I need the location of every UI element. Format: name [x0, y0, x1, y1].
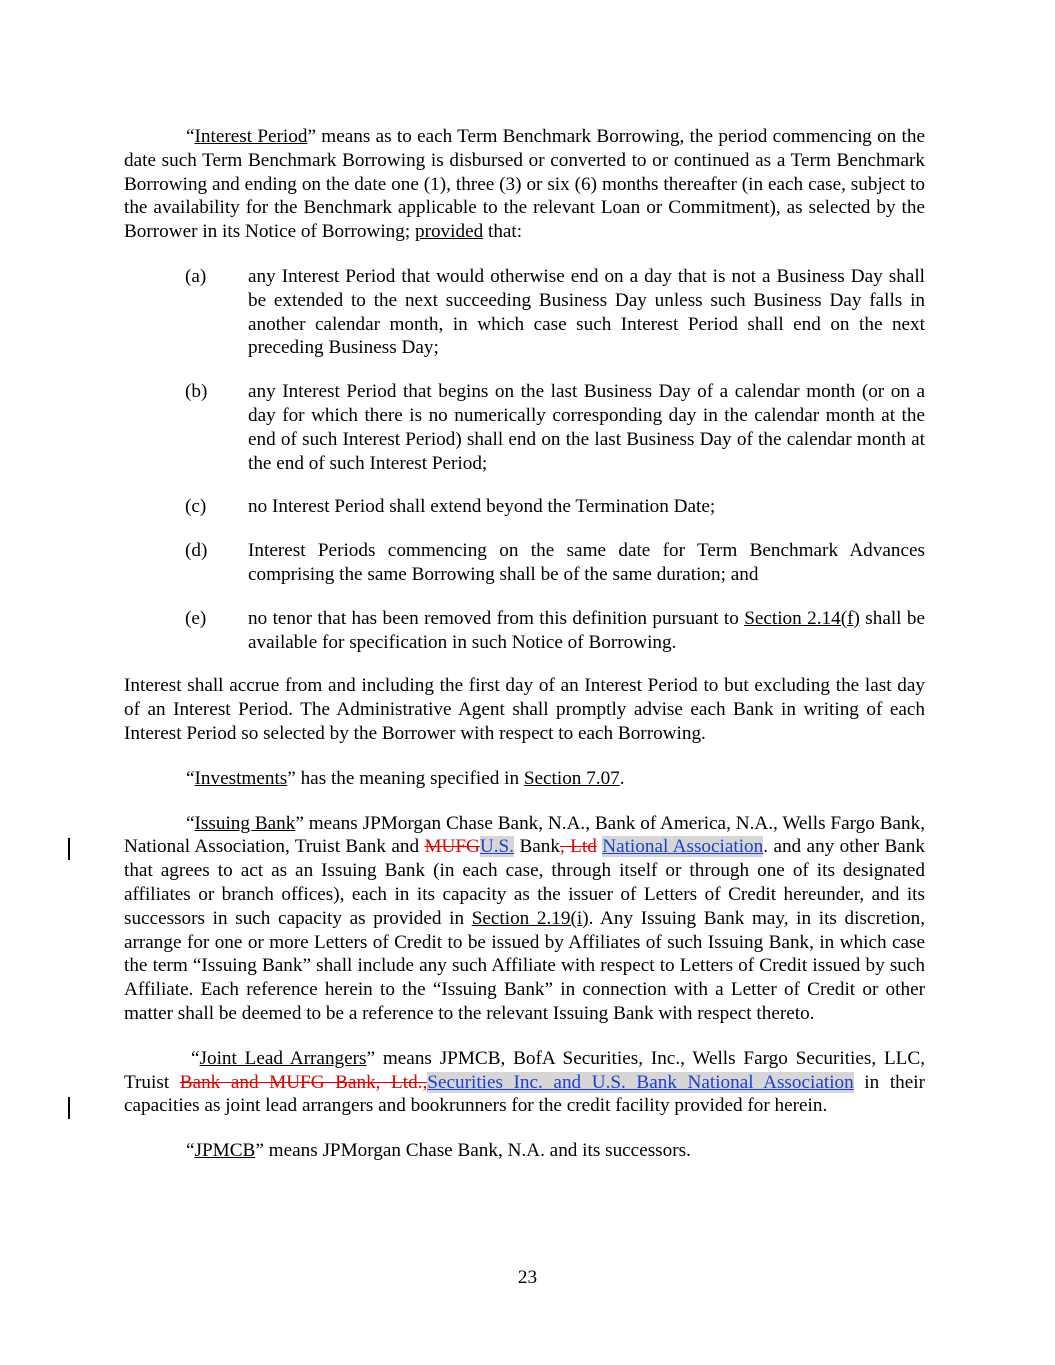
list-text: any Interest Period that would otherwise end on a day that is not a Business Day shall be extended to the next succeeding Business Day unless such Business Day falls in another calendar month, in which case such Interest Period shall end on the next preceding Business Day; — [248, 265, 925, 359]
inserted-text: U.S. — [479, 836, 515, 858]
open-quote: “ — [186, 126, 195, 147]
list-text: no tenor that has been removed from this definition pursuant to — [248, 607, 745, 629]
definition-text: Bank — [514, 836, 560, 858]
definition-text: ” means as to each Term Benchmark Borrowing, the period commencing on the date such Term Benchmark Borrowing is disbursed or converted to or continued as a Term Benchmark Borrowing and ending on the date one (1), three (3) or six (6) months thereafter (in each case, subject to the availability for the Benchmark applicable to the relevant Loan or Commitment), as selected by the Borrower in its Notice of Borrowing; — [124, 126, 925, 243]
defined-term: JPMCB — [194, 1140, 256, 1162]
inserted-text: Securities Inc. and U.S. Bank National Association — [427, 1071, 854, 1093]
list-item-e — [124, 607, 925, 655]
definition-investments — [124, 767, 925, 791]
definition-text: in their capacities as joint lead arrangers and bookrunners for the credit facility provided for herein. — [124, 1071, 925, 1117]
defined-term: Issuing Bank — [194, 812, 296, 834]
list-item-b — [124, 380, 925, 475]
definition-text: ” has the meaning specified in — [287, 767, 524, 789]
open-quote: “ — [186, 812, 195, 834]
open-quote: “ — [191, 1047, 200, 1069]
definition-text: ” means JPMCB, BofA Securities, Inc., Wells Fargo Securities, LLC, Truist — [124, 1047, 925, 1093]
list-item-d — [124, 539, 925, 587]
list-item-c — [124, 495, 925, 519]
defined-term: Interest Period — [194, 126, 308, 147]
list-label: (a) — [185, 265, 207, 287]
definition-text: . Any Issuing Bank may, in its discretion, arrange for one or more Letters of Credit to be issued by Affiliates of such Issuing Bank, in which case the term “Issuing Bank” shall include any such Affiliate with respect to Letters of Credit issued by such Affiliate. Each reference herein to the “Issuing Bank” in connection with a Letter of Credit or other matter shall be deemed to be a reference to the relevant Issuing Bank with respect thereto. — [124, 907, 925, 1024]
definition-interest-period — [124, 125, 925, 244]
open-quote: “ — [186, 1140, 195, 1162]
definition-text: that: — [483, 221, 523, 243]
open-quote: “ — [186, 767, 195, 789]
definition-joint-lead-arrangers — [124, 1047, 925, 1118]
definition-issuing-bank — [124, 812, 925, 1026]
deleted-text: Bank and MUFG Bank, Ltd., — [179, 1071, 428, 1093]
list-text: shall be available for specification in such Notice of Borrowing. — [248, 607, 925, 653]
definition-text: ” means JPMorgan Chase Bank, N.A. and its successors. — [255, 1140, 691, 1162]
list-label: (d) — [185, 540, 208, 562]
definition-text: . — [619, 767, 625, 789]
definition-text: ” means JPMorgan Chase Bank, N.A., Bank of America, N.A., Wells Fargo Bank, National Association, Truist Bank and — [124, 812, 926, 858]
definition-jpmcb — [124, 1139, 925, 1163]
section-reference: Section 2.19(i) — [471, 907, 589, 929]
list-text: no Interest Period shall extend beyond the Termination Date; — [248, 496, 716, 518]
deleted-text: , Ltd — [559, 836, 597, 858]
list-text: any Interest Period that begins on the last Business Day of a calendar month (or on a day for which there is no numerically corresponding day in the calendar month at the end of such Interest Period) shall end on the last Business Day of the calendar month at the end of such Interest Period; — [248, 381, 925, 474]
defined-term: Investments — [194, 767, 288, 789]
deleted-text: MUFG — [424, 836, 480, 858]
list-label: (c) — [185, 496, 207, 518]
list-item-a — [124, 265, 925, 360]
section-reference: Section 2.14(f) — [744, 607, 860, 629]
definition-text: . and any other Bank that agrees to act as an Issuing Bank (in each case, through itself or through one of its designated affiliates or branch offices), each in its capacity as the issuer of Letters of Credit hereunder, and its successors in such capacity as provided in — [124, 836, 925, 929]
interest-accrual-paragraph: Interest shall accrue from and including the first day of an Interest Period to but excluding the last day of an Interest Period. The Administrative Agent shall promptly advise each Bank in writing of each Interest Period so selected by the Borrower with respect to each Borrowing. — [124, 675, 925, 744]
defined-term: Joint Lead Arrangers — [199, 1047, 367, 1069]
document-body — [124, 125, 925, 1184]
change-bar — [68, 838, 70, 860]
list-label: (b) — [185, 381, 208, 403]
list-label: (e) — [185, 607, 207, 629]
section-reference: Section 7.07 — [523, 767, 620, 789]
provided-term: provided — [414, 221, 484, 243]
inserted-text: National Association — [602, 836, 764, 858]
list-text: Interest Periods commencing on the same date for Term Benchmark Advances comprising the same Borrowing shall be of the same duration; and — [248, 540, 925, 585]
page-number: 23 — [517, 1267, 538, 1288]
change-bar — [68, 1097, 70, 1119]
